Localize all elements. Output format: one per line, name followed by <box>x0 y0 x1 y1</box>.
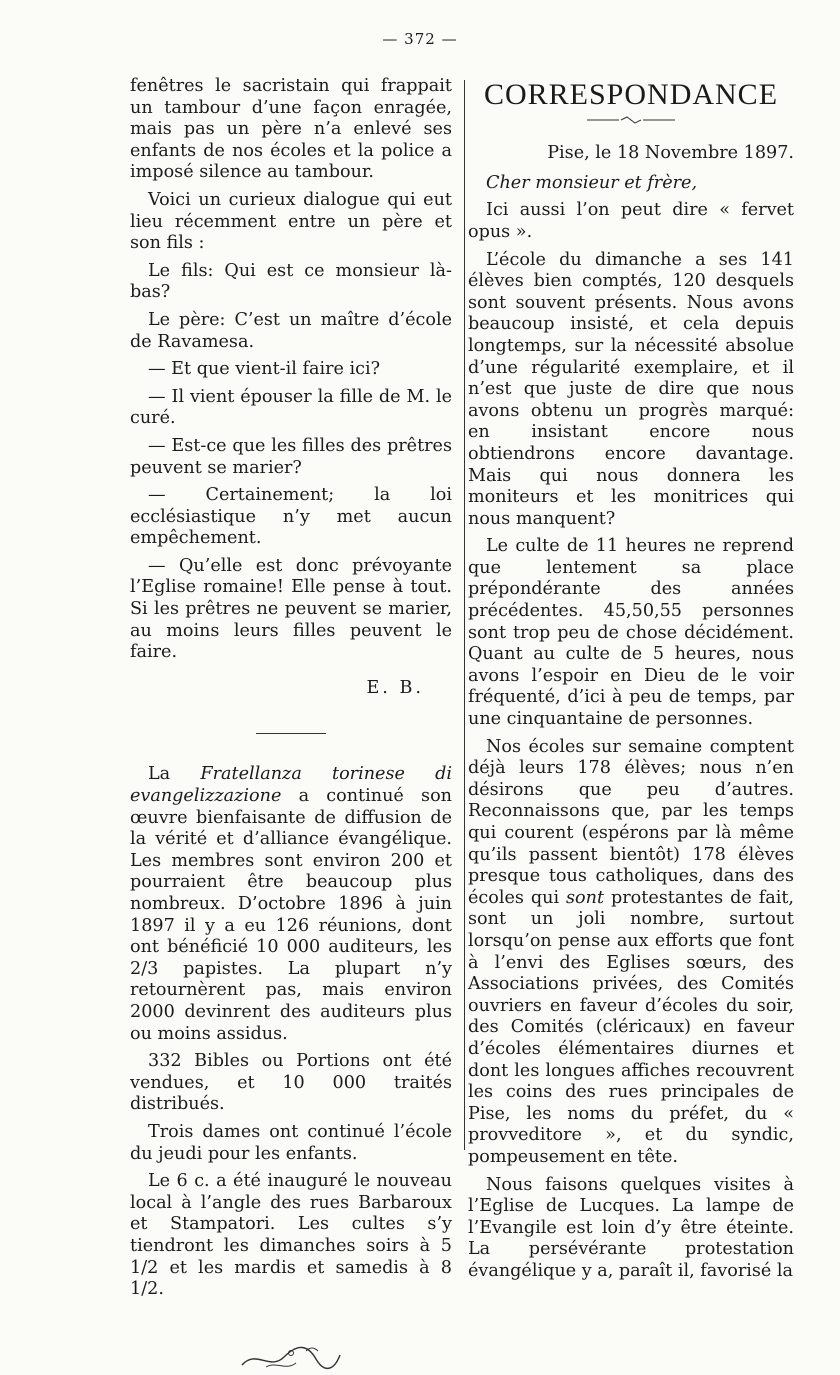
dialogue-line: Le père: C’est un maître d’école de Ravamesa. <box>130 309 452 352</box>
paragraph-text: a continué son œuvre bienfaisante de diffusion de la vérité et d’alliance évangélique. Les membres sont environ 200 et pourraient être beaucoup plus nombreux. D’octobre 1896 à juin 1897 il y a eu 126 réunions, dont ont bénéficié 10 000 auditeurs, les 2/3 papistes. La plupart n’y retournèrent pas, mais environ 2000 devinrent des auditeurs plus ou moins assidus. <box>130 786 452 1044</box>
column-rule <box>464 80 465 1150</box>
paragraph: Ici aussi l’on peut dire « fervet opus ». <box>468 200 794 242</box>
dialogue-line: Le fils: Qui est ce monsieur là-bas? <box>130 260 452 303</box>
dialogue-line: — Certainement; la loi ecclésiastique n’y met aucun empêchement. <box>130 485 452 549</box>
italic-title: Fratellanza torinese di evangelizzazione <box>130 764 452 807</box>
paragraph-lead: La <box>148 764 201 785</box>
dialogue-line: — Qu’elle est donc prévoyante l’Eglise romaine! Elle pense à tout. Si les prêtres ne peuvent se marier, au moins leurs filles peuvent le faire. <box>130 555 452 663</box>
signature: E. B. <box>366 677 424 698</box>
paragraph: Trois dames ont continué l’école du jeudi pour les enfants. <box>130 1121 452 1164</box>
paragraph: L’école du dimanche a ses 141 élèves bien comptés, 120 desquels sont souvent présents. Nous avons beaucoup insisté, et cela depuis longtemps, sur la nécessité absolue d’une régularité exemplaire, et il n’est que juste de dire que nous avons obtenu un progrès marqué: en insistant encore nous obtiendrons encore davantage. Mais qui nous donnera les moniteurs et les monitrices qui nous manquent? <box>468 249 794 529</box>
italic-word: sont <box>566 887 605 908</box>
dialogue-line: — Et que vient-il faire ici? <box>148 359 381 380</box>
page-number: — 372 — <box>382 30 458 48</box>
section-headline: CORRESPONDANCE <box>483 78 779 111</box>
paragraph-text: Nos écoles sur semaine comptent déjà leurs 178 élèves; nous n’en désirons que peu d’autres. Reconnaissons que, par les temps qui courent (espérons par là même qu’ils passent bientôt) 178 élèves presque tous catholiques, dans des écoles qui <box>468 736 794 908</box>
ornament-rule-icon <box>468 110 794 132</box>
paragraph: fenêtres le sacristain qui frappait un tambour d’une façon enragée, mais pas un père n’a enlevé ses enfants de nos écoles et la police a imposé silence au tambour. <box>130 76 452 183</box>
dateline: Pise, le 18 Novembre 1897. <box>547 143 794 164</box>
paragraph: Nous faisons quelques visites à l’Eglise de Lucques. La lampe de l’Evangile est loin d’y être éteinte. La persévérante protestation évangélique y a, paraît il, favorisé la <box>468 1174 794 1281</box>
section-divider <box>256 733 326 734</box>
dialogue-line: — Est-ce que les filles des prêtres peuvent se marier? <box>130 435 452 478</box>
paragraph-text: protestantes de fait, sont un joli nombre, surtout lorsqu’on pense aux efforts que font à l’envi des Eglises sœurs, des Associations privées, des Comités ouvriers en faveur d’écoles du soir, des Comités (cléricaux) en faveur d’écoles élémentaires diurnes et dont les longues affiches recouvrent les coins des rues principales de Pise, les noms du préfet, du « provveditore », et du syndic, pompeusement en tête. <box>468 887 794 1167</box>
paragraph: Le 6 c. a été inauguré le nouveau local à l’angle des rues Barbaroux et Stampatori. Les cultes s’y tiendront les dimanches soirs à 5 1/2 et les mardis et samedis à 8 1/2. <box>130 1171 452 1300</box>
paragraph: 332 Bibles ou Portions ont été vendues, et 10 000 traités distribués. <box>130 1051 452 1115</box>
paragraph <box>130 764 452 1045</box>
paragraph <box>468 737 794 1169</box>
salutation: Cher monsieur et frère, <box>486 172 698 193</box>
dialogue-line: — Il vient épouser la fille de M. le curé. <box>130 386 452 429</box>
ornament-vignette-icon <box>236 1341 346 1375</box>
paragraph: Le culte de 11 heures ne reprend que lentement sa place prépondérante des années précédentes. 45,50,55 personnes sont trop peu de chose décidément. Quant au culte de 5 heures, nous avons l’espoir en Dieu de le voir fréquenté, d’ici à peu de temps, par une cinquantaine de personnes. <box>468 536 794 730</box>
paragraph: Voici un curieux dialogue qui eut lieu récemment entre un père et son fils : <box>130 189 452 254</box>
right-column <box>468 76 794 1288</box>
left-column <box>130 76 452 1375</box>
